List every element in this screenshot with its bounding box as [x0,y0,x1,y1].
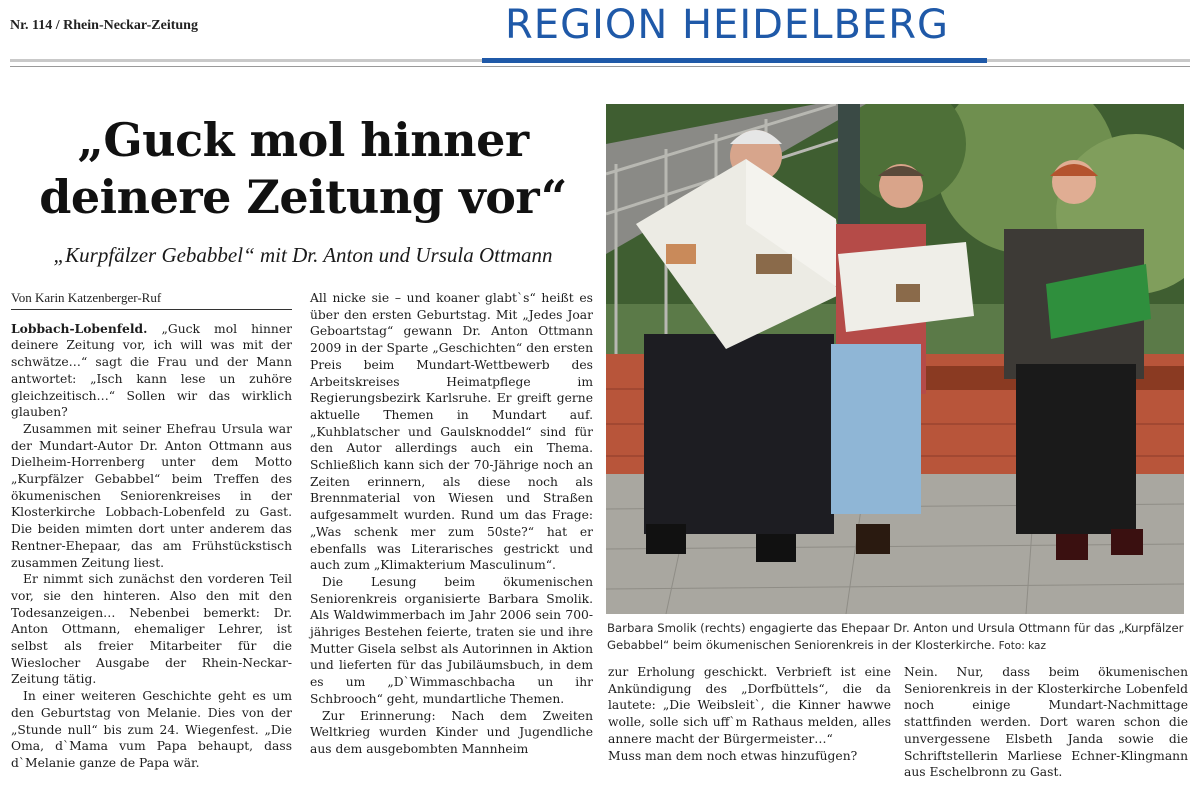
paragraph: Nein. Nur, dass beim ökumenischen Seniorenkreis in der Klosterkirche Lobenfeld noch einige Mundart-Nachmittage stattfinden werden. Dort waren schon die unvergessene Elsbeth Janda sowie die Schriftstellerin Marliese Echner-Klingmann aus Eschelbronn zu Gast. [904,665,1188,780]
paragraph: Die Lesung beim ökumenischen Seniorenkreis organisierte Barbara Smolik. Als Waldwimmerbach im Jahr 2006 sein 700-jähriges Bestehen feierte, traten sie und ihre Mutter Gisela selbst als Autorinnen in Aktion und lieferten für das Jubiläumsbuch, in dem es um „D`Wimmaschbacha un ihr Schbrooch“ geht, mundartliche Themen. [310,574,593,706]
paragraph [11,321,292,421]
article-photo [606,104,1184,614]
section-title: REGION HEIDELBERG [505,2,949,48]
article-headline [14,112,592,226]
photo-credit: Foto: kaz [998,639,1046,652]
paragraph: Er nimmt sich zunächst den vorderen Teil vor, sie den hinteren. Also den mit den Todesanzeigen… Nebenbei bemerkt: Dr. Anton Ottmann, ehemaliger Lehrer, ist selbst als freier Mitarbeiter für die Wieslocher Ausgabe der Rhein-Neckar-Zeitung tätig. [11,572,292,687]
photo-caption [607,620,1187,654]
issue-label: Nr. 114 / Rhein-Neckar-Zeitung [10,18,198,33]
article-column-3 [608,664,891,764]
article-subline: „Kurpfälzer Gebabbel“ mit Dr. Anton und Ursula Ottmann [53,243,553,267]
dateline: Lobbach-Lobenfeld. [11,320,148,336]
paragraph: Zur Erinnerung: Nach dem Zweiten Weltkrieg wurden Kinder und Jugendliche aus dem ausgebombten Mannheim [310,708,593,756]
headline-line-1: „Guck mol hinner [77,113,529,167]
masthead-thin-rule [10,66,1190,67]
paragraph: All nicke sie – und koaner glabt`s“ heißt es über den ersten Geburtstag. Mit „Jedes Joar Geboartstag“ gewann Dr. Anton Ottmann 2009 in der Sparte „Geschichten“ den ersten Preis beim Mundart-Wettbewerb des Arbeitskreises Heimatpflege im Regierungsbezirk Karlsruhe. Er greift gerne aktuelle Themen in Mundart auf. „Kuhblatscher und Gaulsknoddel“ sind für den Autor allerdings auch ein Thema. Schließlich kann sich der 70-Jährige noch an Zeiten erinnern, als diese noch als Brennmaterial von Wiesen und Straßen aufgesammelt wurden. Rund um das Frage: „Was schenk mer zum 50ste?“ hat er ebenfalls was Literarisches gestrickt und auch zum „Klimakterium Masculinum“. [310,291,593,573]
paragraph: zur Erholung geschickt. Verbrieft ist eine Ankündigung des „Dorfbüttels“, die da lautete: „Die Weibsleit`, die Kinner hawwe wolle, solle sich uff`m Rathaus melden, alles annere macht der Bürgermeister…“ [608,665,891,746]
headline-line-2: deinere Zeitung vor“ [39,170,567,224]
paragraph: Zusammen mit seiner Ehefrau Ursula war der Mundart-Autor Dr. Anton Ottmann aus Dielheim-Horrenberg unter dem Motto „Kurpfälzer Gebabbel“ beim Treffen des ökumenischen Seniorenkreises in der Klosterkirche Lobbach-Lobenfeld zu Gast. Die beiden mimten dort unter anderem das Rentner-Ehepaar, das am Frühstückstisch zusammen Zeitung liest. [11,421,292,570]
paragraph: Muss man dem noch etwas hinzufügen? [608,748,858,763]
article-column-2 [310,290,593,758]
byline: Von Karin Katzenberger-Ruf [11,290,292,310]
article-column-4 [904,664,1188,781]
photo-illustration [606,104,1184,614]
caption-text: Barbara Smolik (rechts) engagierte das Ehepaar Dr. Anton und Ursula Ottmann für das „Kurpfälzer Gebabbel“ beim ökumenischen Seniorenkreis in der Klosterkirche. [607,621,1184,652]
paragraph-text: „Guck mol hinner deinere Zeitung vor, ich will was mit der schwätze…“ sagt die Frau und der Mann antwortet: „Isch kann lese un zuhöre gleichzeitisch…“ Sollen wir das wirklich glauben? [11,321,292,420]
paragraph: In einer weiteren Geschichte geht es um den Geburtstag von Melanie. Dies von der „Stunde null“ bis zum 24. Wiegenfest. „Die Oma, d`Mama vum Papa behaupt, dass d`Melanie ganze de Papa wär. [11,689,292,770]
section-accent-bar [482,58,987,63]
article-column-1 [11,290,292,772]
